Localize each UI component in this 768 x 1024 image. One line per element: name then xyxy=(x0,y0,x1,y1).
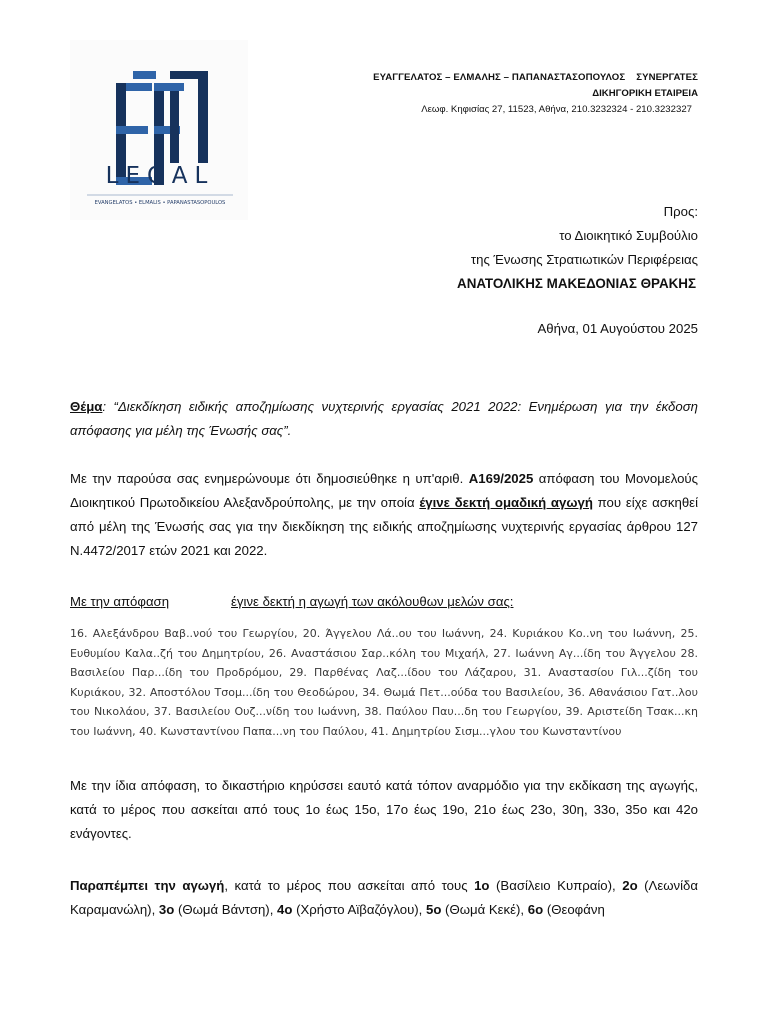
recipient-to-label: Προς: xyxy=(663,204,698,219)
intro-highlight: έγινε δεκτή ομαδική αγωγή xyxy=(419,495,593,510)
firm-name: ΕΥΑΓΓΕΛΑΤΟΣ – ΕΛΜΑΛΗΣ – ΠΑΠΑΝΑΣΤΑΣΟΠΟΥΛΟΣ ΣΥΝΕΡΓΑΤΕΣ xyxy=(373,72,698,83)
referral-num-2: 2ο xyxy=(622,878,638,893)
referral-lead: Παραπέμπει την αγωγή xyxy=(70,878,225,893)
letter-date: Αθήνα, 01 Αυγούστου 2025 xyxy=(537,321,698,336)
referral-text-2: (Βασίλειο Κυπραίο), xyxy=(489,878,623,893)
decision-line-part-1: Με την απόφαση xyxy=(70,594,170,609)
firm-logo xyxy=(70,40,248,220)
referral-num-3: 3ο xyxy=(158,902,175,917)
firm-type: ΔΙΚΗΓΟΡΙΚΗ ΕΤΑΙΡΕΙΑ xyxy=(592,88,698,99)
decision-number: Α169/2025 xyxy=(468,471,534,486)
intro-part-2: απόφαση του Μονομελούς Διοικητικού Πρωτοδικείου Αλεξανδρούπολης, με την οποία xyxy=(70,471,698,510)
members-list: 16. Αλεξάνδρου Βαβ..νού του Γεωργίου, 20. Άγγελου Λά..ου του Ιωάννη, 24. Κυριάκου Κο..νη του Ιωάννη, 25. Ευθυμίου Καλα..ζή του Δημητρίου, 26. Αναστάσιου Σαρ..κόλη του Μιχαήλ, 27. Ιωάννη Αγ...ίδη του Άγγελου 28. Βασιλείου Παρ...ίδη του Προδρόμου, 29. Παρθένας Λαζ...ίδου του Λάζαρου, 31. Αναστασίου Γιλ...ζίδη του Κυριάκου, 32. Αποστόλου Τσομ...ίδη του Θεοδώρου, 34. Θωμά Πετ...ούδα του Βασιλείου, 36. Αθανάσιου Γατ..λου του Νικολάου, 37. Βασιλείου Ουζ...νίδη του Ιωάννη, 38. Παύλου Παυ...δη του Γεωργίου, 39. Αριστείδη Τσακ...κη του Ιωάννη, 40. Κωνσταντίνου Παπα...νη του Παύλου, 41. Δημητρίου Σισμ...γλου του Κωνσταντίνου xyxy=(70,627,698,738)
referral-text-6: (Θωμά Κεκέ), xyxy=(441,902,528,917)
referral-text-4: (Θωμά Βάντση), xyxy=(174,902,278,917)
logo-tagline: EVANGELATOS • ELMALIS • PAPANASTASOPOULOS xyxy=(94,200,226,206)
recipient-block xyxy=(457,200,698,296)
logo-mark-icon xyxy=(70,40,248,220)
letterhead xyxy=(373,72,698,116)
referral-text-5: (Χρήστο Αϊβαζόγλου), xyxy=(292,902,426,917)
subject-label: Θέμα xyxy=(70,399,103,414)
decision-line xyxy=(70,590,698,614)
recipient-line-2: της Ένωσης Στρατιωτικών Περιφέρειας xyxy=(470,252,698,267)
referral-paragraph xyxy=(70,874,698,922)
competence-paragraph: Με την ίδια απόφαση, το δικαστήριο κηρύσσει εαυτό κατά τόπον αναρμόδιο για την εκδίκαση της αγωγής, κατά το μέρος που ασκείται από τους 1ο έως 15ο, 17ο έως 19ο, 21ο έως 23ο, 30η, 33ο, 35ο και 42ο ενάγοντες. xyxy=(70,778,698,841)
referral-num-1: 1ο xyxy=(474,878,490,893)
referral-text-1: , κατά το μέρος που ασκείται από τους xyxy=(224,878,475,893)
referral-num-4: 4ο xyxy=(277,902,293,917)
intro-paragraph xyxy=(70,467,698,563)
referral-num-5: 5ο xyxy=(426,902,442,917)
referral-num-6: 6ο xyxy=(527,902,544,917)
intro-part-1: Με την παρούσα σας ενημερώνουμε ότι δημοσιεύθηκε η υπ'αριθ. xyxy=(70,471,469,486)
subject-text: “Διεκδίκηση ειδικής αποζημίωσης νυχτερινής εργασίας 2021 2022: Ενημέρωση για την έκδοση απόφασης για μέλη της Ένωσής σας”. xyxy=(70,399,698,438)
logo-wordmark: LEGAL xyxy=(105,163,215,189)
recipient-line-1: το Διοικητικό Συμβούλιο xyxy=(559,228,698,243)
subject-paragraph xyxy=(70,395,698,443)
recipient-region: ΑΝΑΤΟΛΙΚΗΣ ΜΑΚΕΔΟΝΙΑΣ ΘΡΑΚΗΣ xyxy=(457,276,696,291)
referral-text-7: (Θεοφάνη xyxy=(543,902,605,917)
intro-part-3: που είχε ασκηθεί από μέλη της Ένωσής σας για την διεκδίκηση της ειδικής αποζημίωσης νυχτερινής εργασίας άρθρου 127 Ν.4472/2017 ετών 2021 και 2022. xyxy=(70,495,698,558)
referral-text-3: (Λεωνίδα Καραμανώλη), xyxy=(70,878,699,917)
subject-colon: : xyxy=(102,399,107,414)
decision-line-part-2: έγινε δεκτή η αγωγή των ακόλουθων μελών σας: xyxy=(231,594,514,609)
firm-address: Λεωφ. Κηφισίας 27, 11523, Αθήνα, 210.3232324 - 210.3232327 xyxy=(421,104,692,115)
